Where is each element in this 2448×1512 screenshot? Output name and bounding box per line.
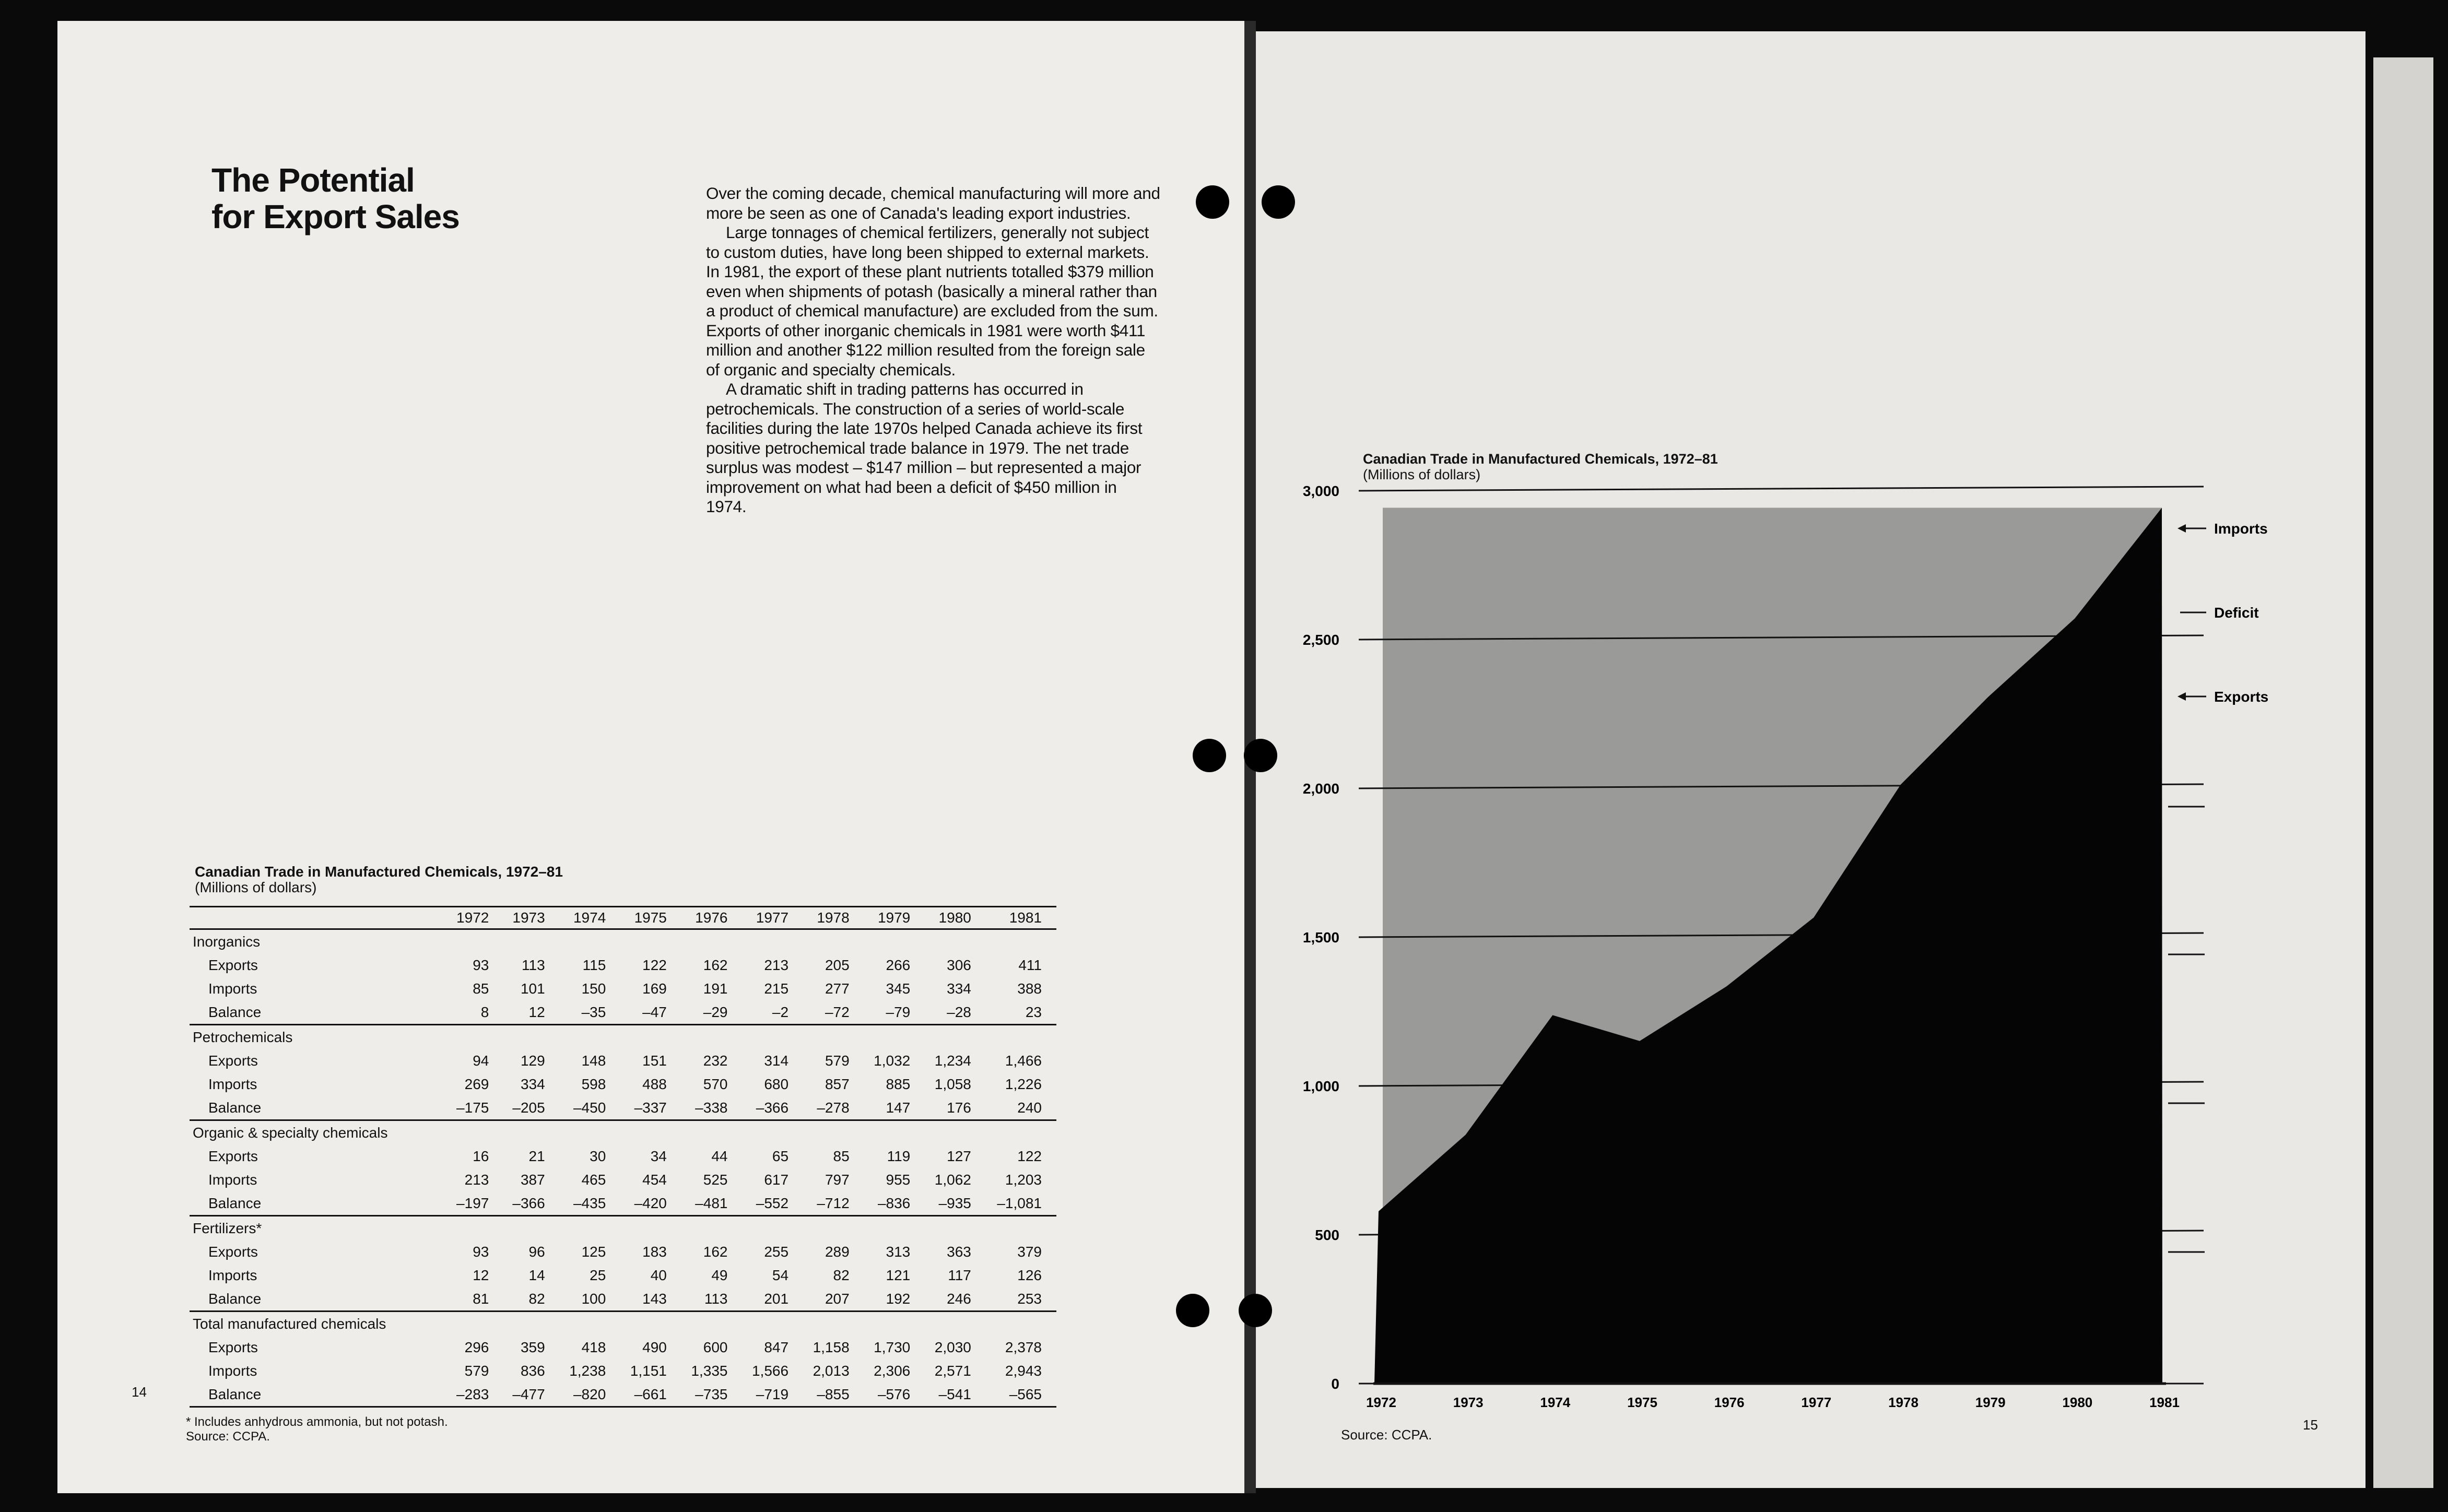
table-cell: –337: [620, 1096, 681, 1120]
table-cell: 148: [581, 1052, 606, 1069]
table-cell: 85: [833, 1148, 850, 1164]
group-label: Petrochemicals: [193, 1029, 293, 1045]
table-cell: 113: [681, 1287, 743, 1312]
table-cell: 201: [742, 1287, 803, 1312]
x-tick-label: 1980: [2062, 1395, 2093, 1410]
annotation-label: Imports: [2214, 521, 2268, 537]
table-cell: 313: [886, 1243, 911, 1260]
table-cell: 1,032: [874, 1052, 911, 1069]
table-cell: 115: [582, 956, 606, 973]
table-cell: 1,466: [1005, 1052, 1042, 1069]
table-cell: 388: [1017, 980, 1042, 997]
table-cell: 465: [581, 1171, 606, 1188]
row-label: Balance: [190, 1191, 448, 1216]
group-label: Inorganics: [193, 933, 261, 950]
table-cell: 2,943: [1005, 1362, 1042, 1379]
table-cell: 2,013: [813, 1362, 850, 1379]
table-cell: 30: [590, 1148, 606, 1164]
table-cell: 1,062: [934, 1171, 971, 1188]
y-tick-label: 1,000: [1302, 1078, 1339, 1094]
table-cell: 85: [473, 980, 489, 997]
table-cell: 127: [947, 1148, 971, 1164]
table-title-text: Canadian Trade in Manufactured Chemicals, 1972–81: [195, 864, 563, 880]
table-cell: 488: [642, 1076, 667, 1092]
table-cell: 8: [448, 1000, 503, 1025]
table-cell: –435: [560, 1191, 621, 1216]
table-cell: 81: [448, 1287, 503, 1312]
table-cell: 1,058: [934, 1076, 971, 1092]
table-cell: 25: [590, 1267, 606, 1283]
group-label: Fertilizers*: [193, 1220, 262, 1236]
row-label: Balance: [190, 1096, 448, 1120]
year-header: 1975: [620, 907, 681, 929]
table-cell: 240: [986, 1096, 1056, 1120]
footnote: * Includes anhydrous ammonia, but not potash.: [186, 1415, 448, 1429]
table-cell: 1,335: [691, 1362, 728, 1379]
table-cell: –35: [560, 1000, 621, 1025]
year-header: 1980: [925, 907, 986, 929]
table-cell: 334: [520, 1076, 545, 1092]
table-cell: 94: [473, 1052, 489, 1069]
table-cell: –420: [620, 1191, 681, 1216]
row-label: Imports: [208, 1362, 257, 1379]
table-cell: 600: [703, 1339, 728, 1355]
table-cell: 411: [1018, 956, 1042, 973]
table-cell: 12: [503, 1000, 559, 1025]
table-cell: –2: [742, 1000, 803, 1025]
table-cell: 192: [864, 1287, 925, 1312]
table-cell: 345: [886, 980, 911, 997]
table-cell: 82: [503, 1287, 559, 1312]
table-cell: 598: [581, 1076, 606, 1092]
y-tick-label: 500: [1315, 1227, 1339, 1243]
year-header: 1972: [448, 907, 503, 929]
table-cell: 296: [464, 1339, 489, 1355]
x-tick-label: 1972: [1366, 1395, 1396, 1410]
table-cell: 490: [642, 1339, 667, 1355]
table-cell: 246: [925, 1287, 986, 1312]
table-cell: –541: [925, 1383, 986, 1407]
table-cell: –719: [742, 1383, 803, 1407]
table-cell: 207: [803, 1287, 864, 1312]
year-header: 1977: [742, 907, 803, 929]
table-cell: 213: [764, 956, 789, 973]
x-tick-label: 1975: [1627, 1395, 1657, 1410]
y-tick-label: 2,000: [1302, 781, 1339, 797]
table-cell: 169: [642, 980, 667, 997]
row-label: Imports: [208, 1267, 257, 1283]
table-cell: 570: [703, 1076, 728, 1092]
year-header: 1978: [803, 907, 864, 929]
table-cell: 680: [764, 1076, 789, 1092]
table-cell: 269: [464, 1076, 489, 1092]
y-tick-label: 3,000: [1302, 483, 1339, 499]
table-cell: 143: [620, 1287, 681, 1312]
table-cell: 1,566: [751, 1362, 789, 1379]
x-tick-label: 1977: [1801, 1395, 1832, 1410]
table-cell: 232: [703, 1052, 728, 1069]
page-number-right: 15: [2303, 1417, 2318, 1433]
table-cell: –205: [503, 1096, 559, 1120]
table-cell: 289: [825, 1243, 850, 1260]
table-cell: 82: [833, 1267, 850, 1283]
y-tick-label: 0: [1331, 1376, 1339, 1392]
table-cell: 955: [886, 1171, 911, 1188]
table-cell: 23: [986, 1000, 1056, 1025]
row-label: Imports: [208, 1171, 257, 1188]
table-cell: 359: [520, 1339, 545, 1355]
table-cell: 314: [764, 1052, 789, 1069]
table-cell: 836: [520, 1362, 545, 1379]
table-cell: 525: [703, 1171, 728, 1188]
table-cell: 117: [948, 1267, 971, 1283]
table-cell: 44: [711, 1148, 728, 1164]
table-cell: 100: [560, 1287, 621, 1312]
table-cell: –175: [448, 1096, 503, 1120]
table-subtitle: (Millions of dollars): [195, 879, 317, 895]
table-cell: 454: [642, 1171, 667, 1188]
table-cell: –576: [864, 1383, 925, 1407]
table-cell: 215: [764, 980, 789, 997]
annotation-arrowhead: [2178, 692, 2186, 701]
table-cell: 93: [473, 1243, 489, 1260]
annotation-label: Exports: [2214, 689, 2269, 705]
y-tick-label: 2,500: [1302, 632, 1339, 648]
table-cell: 253: [986, 1287, 1056, 1312]
chart-subtitle: (Millions of dollars): [1363, 467, 1481, 482]
table-cell: –72: [803, 1000, 864, 1025]
table-cell: –565: [986, 1383, 1056, 1407]
row-label: Exports: [208, 1148, 258, 1164]
table-cell: –836: [864, 1191, 925, 1216]
table-cell: 121: [886, 1267, 911, 1283]
table-cell: 40: [650, 1267, 667, 1283]
table-cell: 93: [473, 956, 489, 973]
table-cell: 125: [581, 1243, 606, 1260]
table-cell: 122: [642, 956, 667, 973]
table-cell: 255: [764, 1243, 789, 1260]
table-cell: 363: [947, 1243, 971, 1260]
table-cell: 379: [1017, 1243, 1042, 1260]
table-cell: 579: [464, 1362, 489, 1379]
annotation-label: Deficit: [2214, 605, 2259, 621]
table-cell: 2,571: [934, 1362, 971, 1379]
table-cell: 16: [473, 1148, 489, 1164]
table-cell: –820: [560, 1383, 621, 1407]
table-cell: 213: [464, 1171, 489, 1188]
table-cell: 1,151: [630, 1362, 667, 1379]
x-tick-label: 1978: [1888, 1395, 1919, 1410]
table-cell: –197: [448, 1191, 503, 1216]
table-cell: 579: [825, 1052, 850, 1069]
table-cell: 857: [825, 1076, 850, 1092]
row-label: Imports: [208, 980, 257, 997]
y-tick-label: 1,500: [1302, 929, 1339, 946]
table-cell: 1,158: [813, 1339, 850, 1355]
table-cell: 277: [825, 980, 850, 997]
table-cell: 126: [1017, 1267, 1042, 1283]
table-cell: 183: [642, 1243, 667, 1260]
table-cell: 334: [947, 980, 971, 997]
table-cell: 14: [528, 1267, 545, 1283]
table-cell: 2,378: [1005, 1339, 1042, 1355]
table-cell: 96: [528, 1243, 545, 1260]
table-cell: 205: [825, 956, 850, 973]
table-cell: –855: [803, 1383, 864, 1407]
x-tick-label: 1981: [2149, 1395, 2180, 1410]
table-cell: 2,306: [874, 1362, 911, 1379]
table-cell: –278: [803, 1096, 864, 1120]
table-cell: 12: [473, 1267, 489, 1283]
table-cell: 49: [711, 1267, 728, 1283]
x-tick-label: 1976: [1714, 1395, 1745, 1410]
table-source: Source: CCPA.: [186, 1430, 270, 1444]
table-cell: –366: [742, 1096, 803, 1120]
table-cell: –712: [803, 1191, 864, 1216]
table-cell: –1,081: [986, 1191, 1056, 1216]
row-label: Balance: [190, 1383, 448, 1407]
table-cell: 306: [947, 956, 971, 973]
table-cell: 113: [522, 956, 545, 973]
table-cell: 101: [520, 980, 545, 997]
table-cell: –735: [681, 1383, 743, 1407]
table-cell: 797: [825, 1171, 850, 1188]
x-tick-label: 1973: [1453, 1395, 1484, 1410]
table-cell: 65: [772, 1148, 789, 1164]
table-cell: 162: [703, 956, 728, 973]
table-cell: –366: [503, 1191, 559, 1216]
table-cell: 151: [642, 1052, 667, 1069]
group-label: Total manufactured chemicals: [193, 1315, 386, 1332]
annotation-arrowhead: [2178, 524, 2186, 533]
year-header: 1981: [986, 907, 1056, 929]
table-cell: 129: [520, 1052, 545, 1069]
table-cell: –338: [681, 1096, 743, 1120]
row-label: Exports: [208, 1339, 258, 1355]
row-label: Exports: [208, 956, 258, 973]
paragraph: Large tonnages of chemical fertilizers, generally not subject to custom duties, have long been shipped to external markets. In 1981, the export of these plant nutrients totalled $379 million even when shipments of potash (basically a mineral rather than a product of chemical manufacture) are excluded from the sum. Exports of other inorganic chemicals in 1981 were worth $411 million and another $122 million resulted from the foreign sale of organic and specialty chemicals.: [706, 223, 1158, 379]
table-cell: 122: [1017, 1148, 1042, 1164]
row-label: Balance: [190, 1000, 448, 1025]
table-cell: –477: [503, 1383, 559, 1407]
table-cell: 1,730: [874, 1339, 911, 1355]
table-cell: –28: [925, 1000, 986, 1025]
table-cell: –661: [620, 1383, 681, 1407]
table-cell: 176: [925, 1096, 986, 1120]
table-cell: 1,238: [569, 1362, 606, 1379]
year-header: 1979: [864, 907, 925, 929]
table-cell: 1,203: [1005, 1171, 1042, 1188]
table-cell: 119: [887, 1148, 911, 1164]
table-cell: 34: [650, 1148, 667, 1164]
row-label: Balance: [190, 1287, 448, 1312]
chart-source: Source: CCPA.: [1341, 1427, 1432, 1443]
page-number-left: 14: [132, 1384, 147, 1400]
year-header: 1976: [681, 907, 743, 929]
x-tick-label: 1979: [1975, 1395, 2006, 1410]
row-label: Exports: [208, 1243, 258, 1260]
table-cell: 1,234: [934, 1052, 971, 1069]
table-cell: 418: [581, 1339, 606, 1355]
table-cell: –29: [681, 1000, 743, 1025]
table-cell: 2,030: [934, 1339, 971, 1355]
table-cell: 266: [886, 956, 911, 973]
table-cell: 162: [703, 1243, 728, 1260]
table-cell: 885: [886, 1076, 911, 1092]
table-cell: 617: [764, 1171, 789, 1188]
chart-title-text: Canadian Trade in Manufactured Chemicals, 1972–81: [1363, 451, 1718, 467]
page-heading: The Potential for Export Sales: [211, 161, 460, 235]
table-cell: 21: [528, 1148, 545, 1164]
table-cell: 191: [703, 980, 728, 997]
table-cell: –935: [925, 1191, 986, 1216]
table-cell: 150: [581, 980, 606, 997]
row-label: Imports: [208, 1076, 257, 1092]
group-label: Organic & specialty chemicals: [193, 1124, 388, 1141]
table-cell: 147: [864, 1096, 925, 1120]
paragraph: Over the coming decade, chemical manufacturing will more and more be seen as one of Canada's leading export industries.: [706, 184, 1160, 222]
x-tick-label: 1974: [1540, 1395, 1571, 1410]
table-cell: –283: [448, 1383, 503, 1407]
table-cell: 847: [764, 1339, 789, 1355]
table-cell: –47: [620, 1000, 681, 1025]
table-cell: 387: [520, 1171, 545, 1188]
year-header: 1974: [560, 907, 621, 929]
row-label: Exports: [208, 1052, 258, 1069]
table-cell: 1,226: [1005, 1076, 1042, 1092]
table-cell: –79: [864, 1000, 925, 1025]
table-cell: 54: [772, 1267, 789, 1283]
table-cell: –450: [560, 1096, 621, 1120]
table-cell: –481: [681, 1191, 743, 1216]
gridline: [1359, 487, 2204, 491]
year-header: 1973: [503, 907, 559, 929]
table-cell: –552: [742, 1191, 803, 1216]
paragraph: A dramatic shift in trading patterns has occurred in petrochemicals. The construction of a series of world-scale facilities during the late 1970s helped Canada achieve its first positive petrochemical trade balance in 1979. The net trade surplus was modest – $147 million – but represented a major improvement on what had been a deficit of $450 million in 1974.: [706, 380, 1143, 516]
